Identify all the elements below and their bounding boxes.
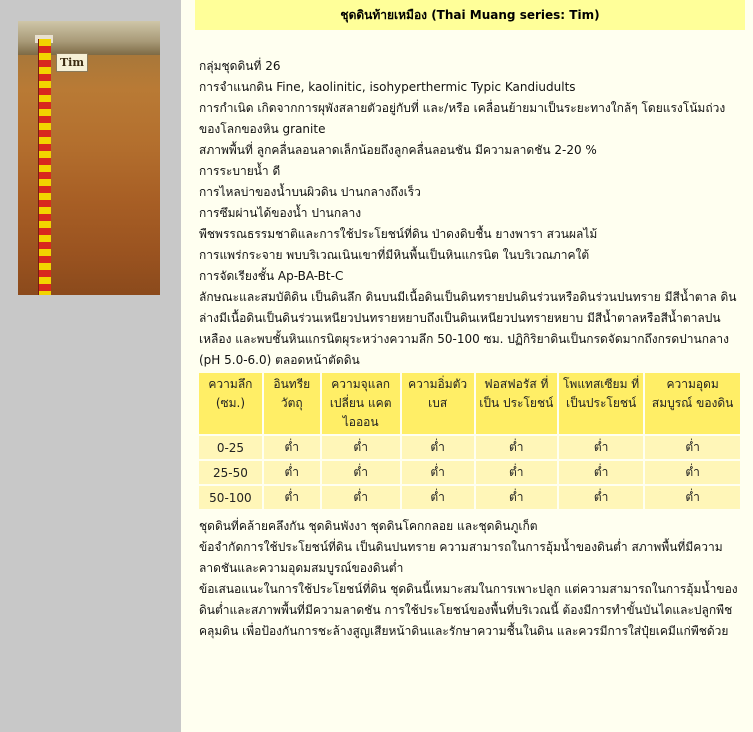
col-base-saturation: ความอิ่มตัว เบส [401, 373, 475, 435]
col-phosphorus: ฟอสฟอรัส ที่เป็น ประโยชน์ [475, 373, 558, 435]
cell: ต่ำ [401, 460, 475, 485]
soil-profile-photo [18, 21, 160, 295]
cell-depth: 0-25 [199, 435, 263, 460]
surface-runoff: การไหลบ่าของน้ำบนผิวดิน ปานกลางถึงเร็ว [199, 185, 421, 199]
table-row [199, 485, 741, 509]
col-depth: ความลึก (ซม.) [199, 373, 263, 435]
topography: สภาพพื้นที่ ลูกคลื่นลอนลาดเล็กน้อยถึงลูกคลื่นลอนชัน มีความลาดชัน 2-20 % [199, 143, 597, 157]
table-row [199, 460, 741, 485]
horizon-sequence: การจัดเรียงชั้น Ap-BA-Bt-C [199, 269, 344, 283]
col-fertility: ความอุดม สมบูรณ์ ของดิน [644, 373, 741, 435]
cell: ต่ำ [644, 485, 741, 509]
landuse-limitations: ข้อจำกัดการใช้ประโยชน์ที่ดิน เป็นดินปนทราย ความสามารถในการอุ้มน้ำของดินต่ำ สภาพพื้นที่มีความลาดชันและความอุดมสมบูรณ์ของดินต่ำ [199, 540, 723, 575]
col-potassium: โพแทสเซียม ที่เป็นประโยชน์ [558, 373, 644, 435]
cell: ต่ำ [263, 435, 321, 460]
cell: ต่ำ [558, 460, 644, 485]
col-cec: ความจุแลกเปลี่ยน แคตไอออน [321, 373, 401, 435]
vegetation-landuse: พืชพรรณธรรมชาติและการใช้ประโยชน์ที่ดิน ป่าดงดิบชื้น ยางพารา สวนผลไม้ [199, 227, 598, 241]
landuse-recommendations: ข้อเสนอแนะในการใช้ประโยชน์ที่ดิน ชุดดินนี้เหมาะสมในการเพาะปลูก แต่ความสามารถในการอุ้มน้ำของดินต่ำและสภาพพื้นที่มีความลาดชัน การใช้ประโยชน์ของพื้นที่บริเวณนี้ ต้องมีการทำขั้นบันไดและปลูกพืชคลุมดิน เพื่อป้องกันการชะล้างสูญเสียหน้าดินและรักษาความชื้นในดิน และควรมีการใส่ปุ๋ยเคมีแก่พืชด้วย [199, 582, 738, 638]
similar-series: ชุดดินที่คล้ายคลึงกัน ชุดดินพังงา ชุดดินโคกกลอย และชุดดินภูเก็ต [199, 519, 538, 533]
cell: ต่ำ [475, 460, 558, 485]
soil-details [199, 56, 743, 371]
classification: การจำแนกดิน Fine, kaolinitic, isohyperthermic Typic Kandiudults [199, 80, 576, 94]
cell: ต่ำ [263, 485, 321, 509]
cell: ต่ำ [401, 435, 475, 460]
soil-series-tag: Tim [56, 53, 88, 72]
cell-depth: 50-100 [199, 485, 263, 509]
table-row [199, 435, 741, 460]
soil-notes [199, 516, 743, 642]
cell: ต่ำ [401, 485, 475, 509]
distribution: การแพร่กระจาย พบบริเวณเนินเขาที่มีหินพื้นเป็นหินแกรนิต ในบริเวณภาคใต้ [199, 248, 590, 262]
cell-depth: 25-50 [199, 460, 263, 485]
cell: ต่ำ [263, 460, 321, 485]
drainage: การระบายน้ำ ดี [199, 164, 281, 178]
soil-characteristics: ลักษณะและสมบัติดิน เป็นดินลึก ดินบนมีเนื้อดินเป็นดินทรายปนดินร่วนหรือดินร่วนปนทราย มีสีน้ำตาล ดินล่างมีเนื้อดินเป็นดินร่วนเหนียวปนทรายหยาบถึงเป็นดินเหนียวปนทรายหยาบ มีสีน้ำตาลหรือสีน้ำตาลปนเหลือง และพบชั้นหินแกรนิตผุระหว่างความลึก 50-100 ซม. ปฏิกิริยาดินเป็นกรดจัดมากถึงกรดปานกลาง (pH 5.0-6.0) ตลอดหน้าตัดดิน [199, 290, 737, 367]
cell: ต่ำ [558, 435, 644, 460]
soil-group: กลุ่มชุดดินที่ 26 [199, 59, 281, 73]
cell: ต่ำ [321, 485, 401, 509]
cell: ต่ำ [644, 460, 741, 485]
fertility-table [199, 373, 742, 509]
cell: ต่ำ [558, 485, 644, 509]
left-sidebar [0, 0, 181, 732]
measuring-ruler [38, 39, 51, 295]
cell: ต่ำ [475, 485, 558, 509]
table-header-row [199, 373, 741, 435]
cell: ต่ำ [321, 460, 401, 485]
origin: การกำเนิด เกิดจากการผุพังสลายตัวอยู่กับที่ และ/หรือ เคลื่อนย้ายมาเป็นระยะทางใกล้ๆ โดยแรงโน้มถ่วงของโลกของหิน granite [199, 101, 726, 136]
cell: ต่ำ [475, 435, 558, 460]
cell: ต่ำ [644, 435, 741, 460]
cell: ต่ำ [321, 435, 401, 460]
permeability: การซึมผ่านได้ของน้ำ ปานกลาง [199, 206, 362, 220]
col-organic-matter: อินทรีย วัตถุ [263, 373, 321, 435]
page-title: ชุดดินท้ายเหมือง (Thai Muang series: Tim) [195, 0, 745, 30]
